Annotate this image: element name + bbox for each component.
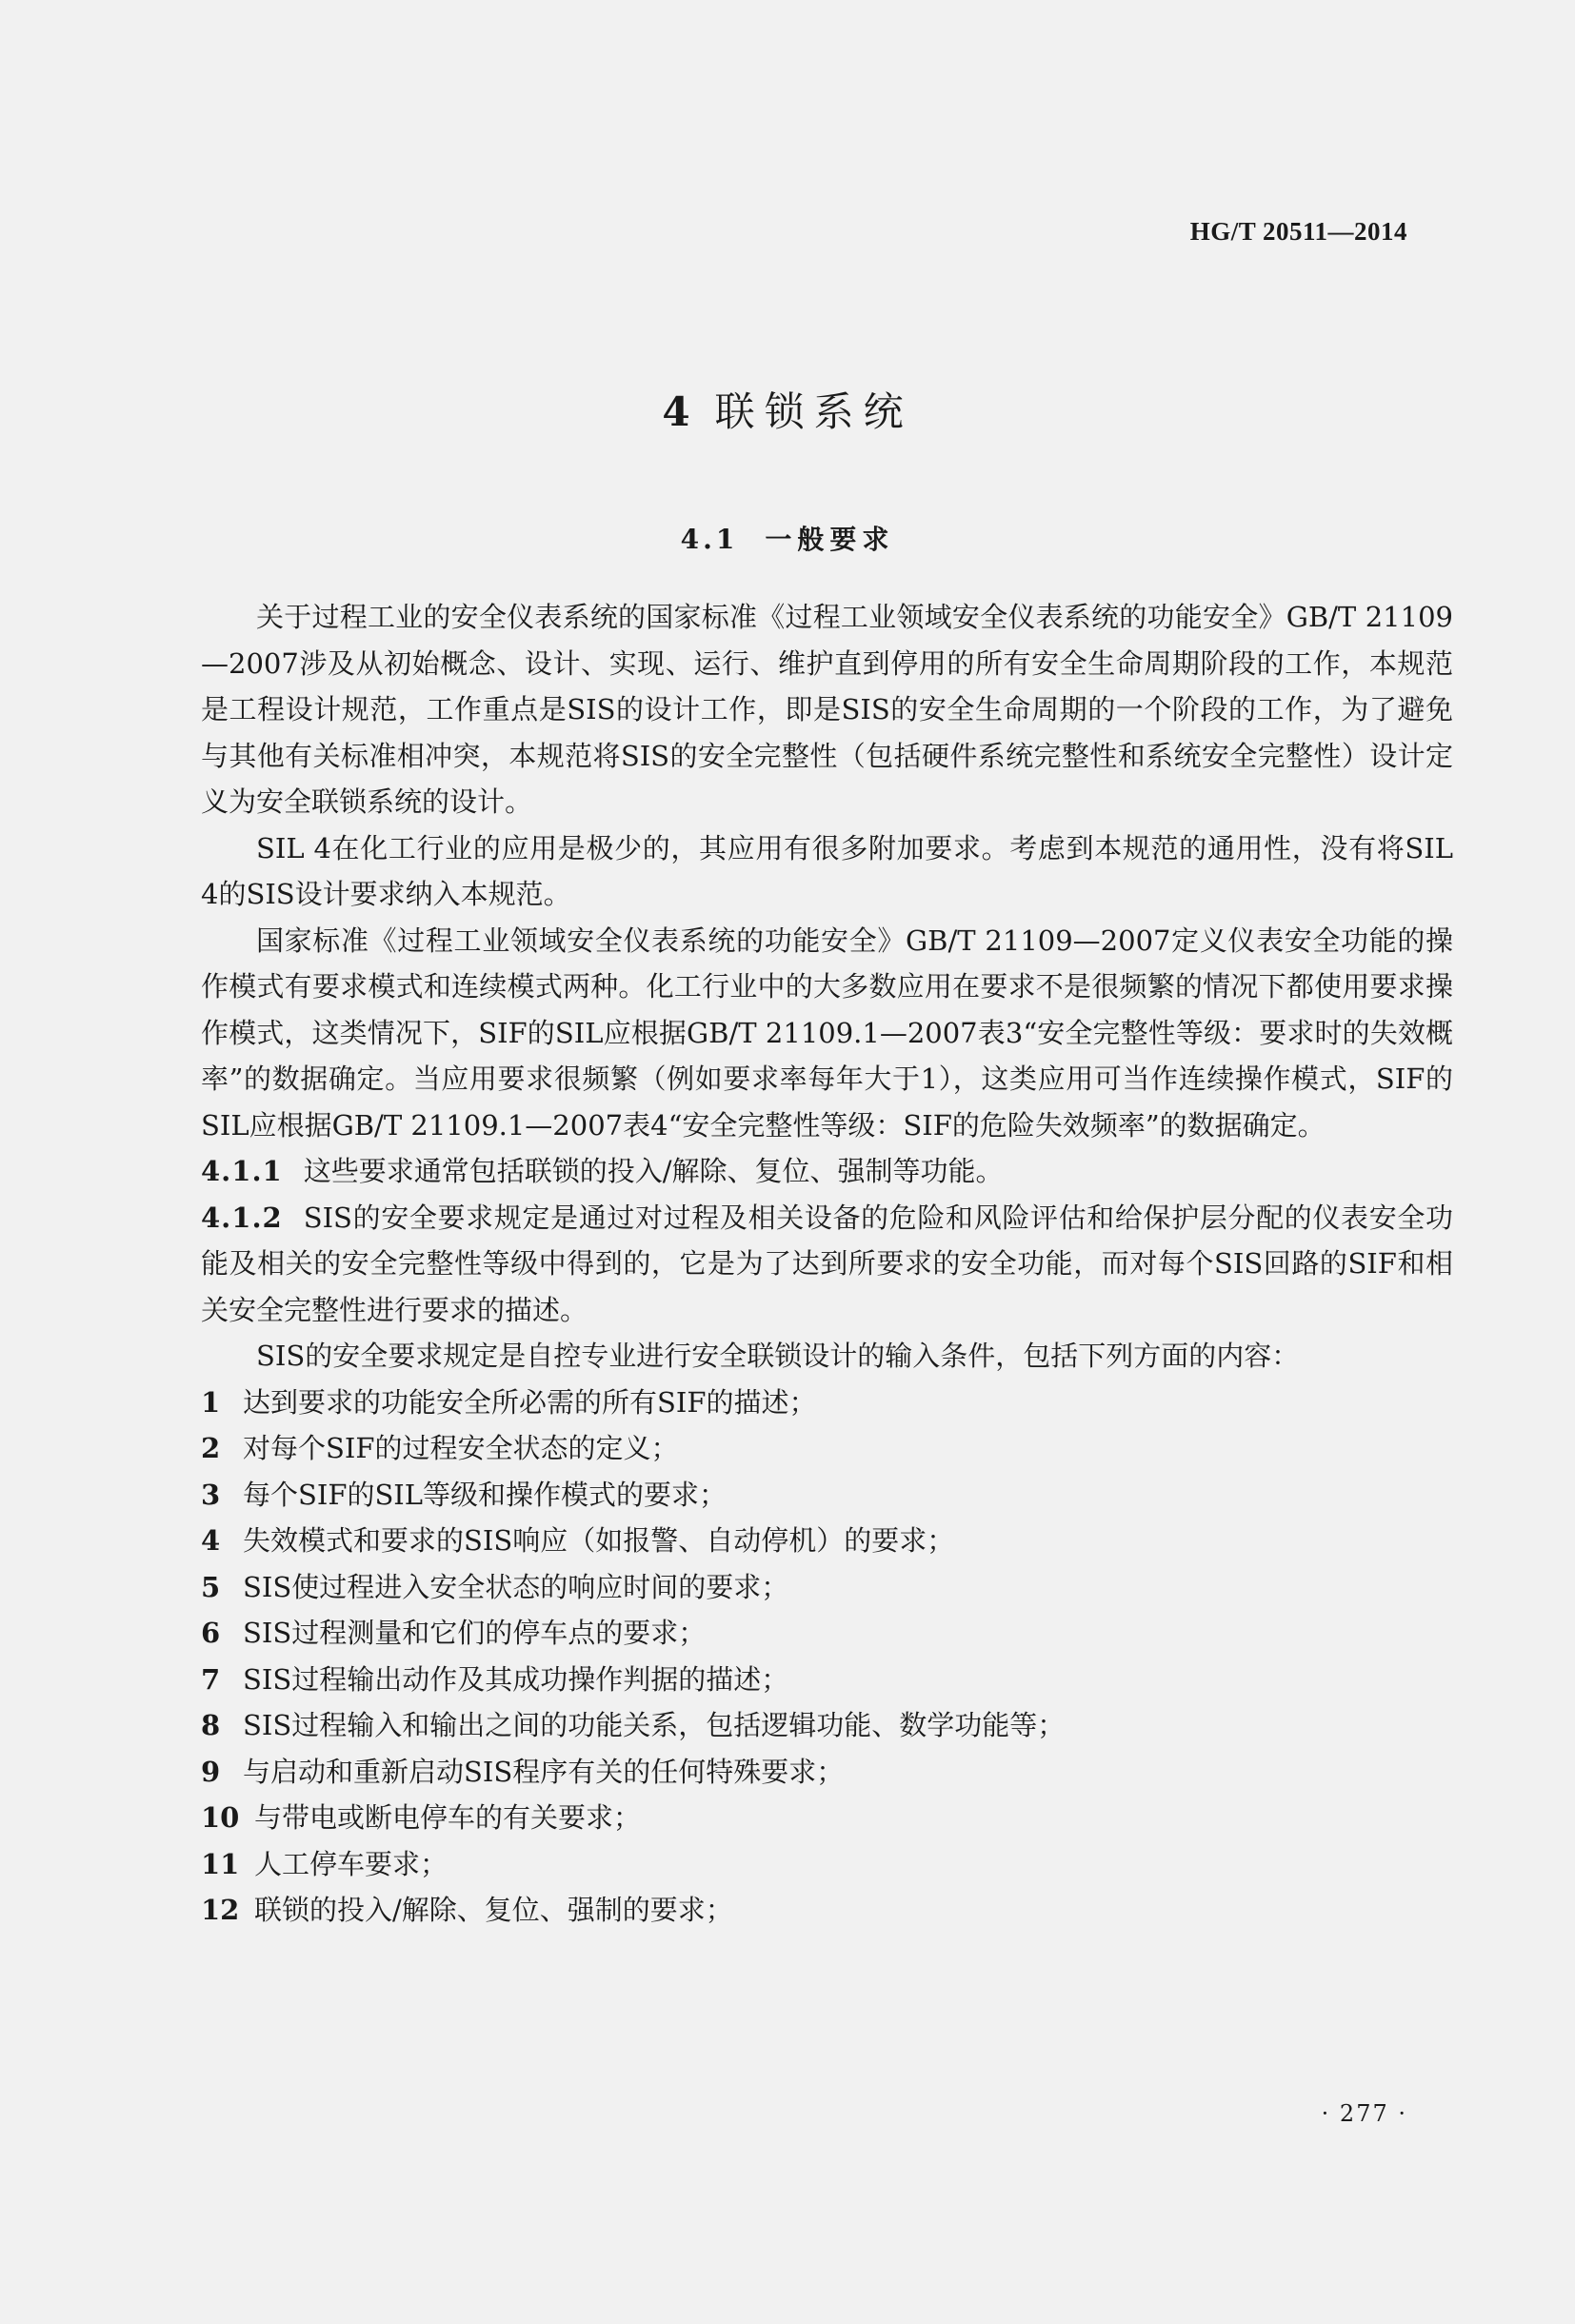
list-item	[201, 1472, 1453, 1519]
list-item	[201, 1425, 1453, 1472]
list-item	[201, 1795, 1453, 1841]
clause-number: 4.1.1	[201, 1155, 283, 1187]
clause-number: 4.1.2	[201, 1201, 283, 1234]
list-item-number: 1	[201, 1385, 221, 1419]
list-item-number: 6	[201, 1617, 221, 1649]
chapter-heading-text: 联锁系统	[714, 388, 913, 435]
list-item-text: SIS过程输入和输出之间的功能关系，包括逻辑功能、数学功能等；	[243, 1709, 1066, 1741]
list-item-text: 每个SIF的SIL等级和操作模式的要求；	[243, 1478, 728, 1511]
section-number: 4.1	[680, 524, 739, 555]
list-item-text: SIS过程测量和它们的停车点的要求；	[243, 1617, 707, 1649]
list-item-text: 联锁的投入/解除、复位、强制的要求；	[254, 1894, 733, 1926]
page-number: · 277 ·	[1321, 2100, 1407, 2127]
list-item-text: 人工停车要求；	[254, 1847, 449, 1880]
clause-4-1-2	[201, 1195, 1453, 1334]
list-item	[201, 1610, 1453, 1657]
list-item-number: 4	[201, 1524, 221, 1557]
list-intro: SIS的安全要求规定是自控专业进行安全联锁设计的输入条件，包括下列方面的内容：	[256, 1340, 1300, 1372]
list-item	[201, 1887, 1453, 1934]
list-item-text: 与带电或断电停车的有关要求；	[254, 1801, 642, 1834]
list-item	[201, 1702, 1453, 1749]
standard-code-header: HG/T 20511—2014	[1189, 217, 1407, 246]
list-item-number: 5	[201, 1570, 221, 1603]
clause-text: SIS的安全要求规定是通过对过程及相关设备的危险和风险评估和给保护层分配的仪表安全功能及相关的安全完整性等级中得到的，它是为了达到所要求的安全功能，而对每个SIS回路的SIF和相关安全完整性进行要求的描述。	[201, 1201, 1453, 1326]
section-heading-text: 一般要求	[765, 524, 895, 555]
list-item-text: 对每个SIF的过程安全状态的定义；	[243, 1432, 679, 1464]
list-item-number: 8	[201, 1709, 221, 1741]
list-item-number: 12	[201, 1894, 240, 1926]
list-item-number: 2	[201, 1432, 221, 1464]
list-item-number: 11	[201, 1847, 240, 1880]
list-item	[201, 1564, 1453, 1611]
clause-4-1-1	[201, 1148, 1453, 1195]
list-item-text: 达到要求的功能安全所必需的所有SIF的描述；	[243, 1385, 817, 1419]
body-paragraph: SIL 4在化工行业的应用是极少的，其应用有很多附加要求。考虑到本规范的通用性，没有将SIL 4的SIS设计要求纳入本规范。	[201, 831, 1453, 910]
chapter-number: 4	[662, 388, 690, 435]
section-title	[0, 519, 1575, 557]
list-item-number: 3	[201, 1478, 221, 1511]
list-item	[201, 1841, 1453, 1888]
list-item	[201, 1657, 1453, 1703]
document-body	[201, 594, 1453, 1934]
list-item-number: 10	[201, 1801, 240, 1834]
list-item-text: 与启动和重新启动SIS程序有关的任何特殊要求；	[243, 1755, 845, 1788]
list-item-text: 失效模式和要求的SIS响应（如报警、自动停机）的要求；	[243, 1524, 955, 1557]
list-item-number: 9	[201, 1755, 221, 1788]
body-paragraph: 关于过程工业的安全仪表系统的国家标准《过程工业领域安全仪表系统的功能安全》GB/T 21109—2007涉及从初始概念、设计、实现、运行、维护直到停用的所有安全生命周期阶段的工作，本规范是工程设计规范，工作重点是SIS的设计工作，即是SIS的安全生命周期的一个阶段的工作，为了避免与其他有关标准相冲突，本规范将SIS的安全完整性（包括硬件系统完整性和系统安全完整性）设计定义为安全联锁系统的设计。	[201, 601, 1453, 818]
list-item	[201, 1749, 1453, 1796]
clause-text: 这些要求通常包括联锁的投入/解除、复位、强制等功能。	[303, 1155, 1004, 1187]
list-item-text: SIS过程输出动作及其成功操作判据的描述；	[243, 1662, 789, 1696]
list-item	[201, 1380, 1453, 1426]
body-paragraph: 国家标准《过程工业领域安全仪表系统的功能安全》GB/T 21109—2007定义仪表安全功能的操作模式有要求模式和连续模式两种。化工行业中的大多数应用在要求不是很频繁的情况下都使用要求操作模式，这类情况下，SIF的SIL应根据GB/T 21109.1—2007表3“安全完整性等级：要求时的失效概率”的数据确定。当应用要求很频繁（例如要求率每年大于1），这类应用可当作连续操作模式，SIF的SIL应根据GB/T 21109.1—2007表4“安全完整性等级：SIF的危险失效频率”的数据确定。	[201, 924, 1453, 1142]
list-item	[201, 1518, 1453, 1564]
chapter-title	[0, 381, 1575, 438]
list-item-text: SIS使过程进入安全状态的响应时间的要求；	[243, 1570, 789, 1603]
list-item-number: 7	[201, 1662, 221, 1696]
